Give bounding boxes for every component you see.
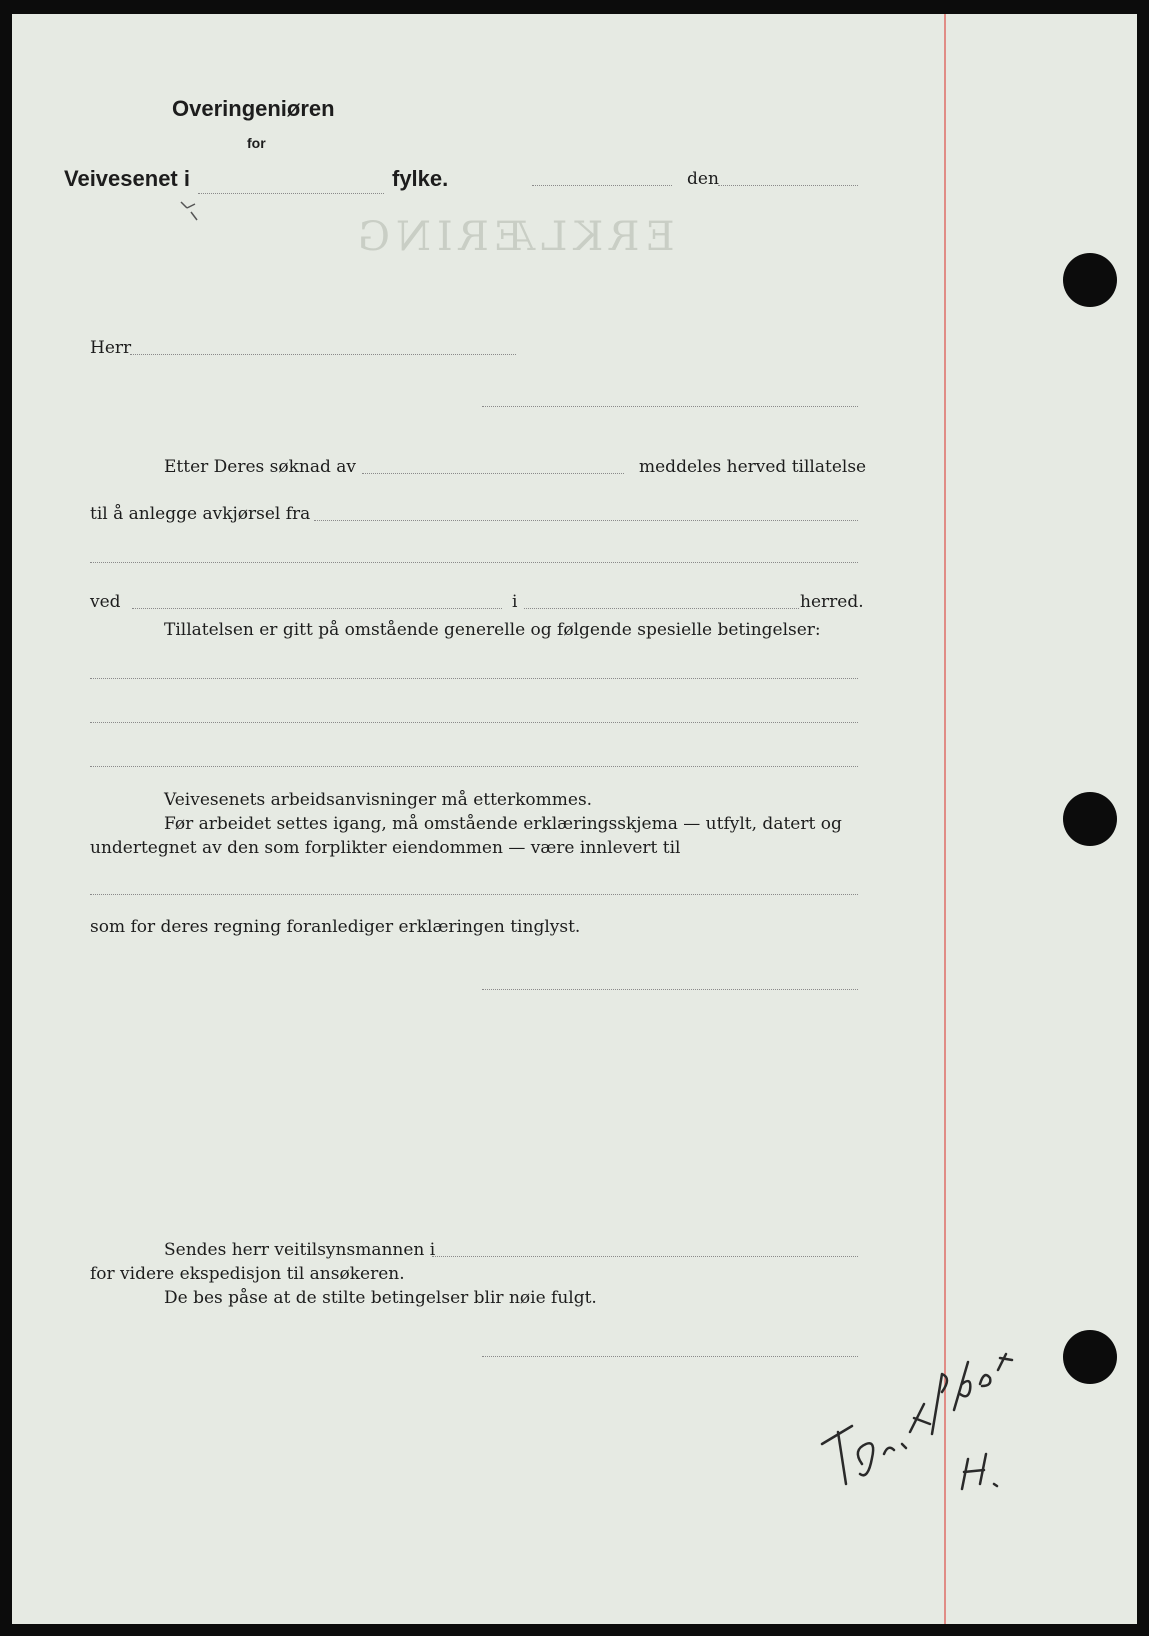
municipality-field[interactable] <box>524 608 799 609</box>
addressee-label: Herr <box>90 338 132 358</box>
driveway-text: til å anlegge avkjørsel fra <box>90 504 311 524</box>
form-page <box>12 14 1137 1624</box>
conditions-field-1[interactable] <box>90 678 858 679</box>
county-field[interactable] <box>198 193 384 194</box>
forward-text: for videre ekspedisjon til ansøkeren. <box>90 1264 405 1284</box>
inspector-district-field[interactable] <box>432 1256 858 1257</box>
i-label: i <box>512 592 518 612</box>
office-title: Overingeniøren <box>172 96 335 121</box>
place-field[interactable] <box>532 185 672 186</box>
agency-prefix: Veivesenet i <box>64 166 190 191</box>
date-field[interactable] <box>718 185 858 186</box>
county-suffix: fylke. <box>392 166 449 191</box>
registration-text: som for deres regning foranlediger erklæringen tinglyst. <box>90 917 581 937</box>
permission-text: meddeles herved tillatelse <box>639 457 867 477</box>
submit-to-field[interactable] <box>90 894 858 895</box>
send-to-text: Sendes herr veitilsynsmannen i <box>164 1240 436 1260</box>
date-label: den <box>687 169 719 189</box>
conditions-field-3[interactable] <box>90 766 858 767</box>
addressee-field-2[interactable] <box>482 406 858 407</box>
application-date-field[interactable] <box>362 473 624 474</box>
bleed-through-heading: ERKLÆRING <box>352 214 675 260</box>
location-field[interactable] <box>132 608 502 609</box>
ved-label: ved <box>90 592 121 612</box>
before-work-text-2: undertegnet av den som forplikter eiendommen — være innlevert til <box>90 838 681 858</box>
binder-hole-1 <box>1063 253 1117 307</box>
stray-mark <box>177 194 207 224</box>
signature-field[interactable] <box>482 989 858 990</box>
herred-label: herred. <box>800 592 864 612</box>
binder-hole-2 <box>1063 792 1117 846</box>
for-word: for <box>247 135 266 151</box>
ensure-text: De bes påse at de stilte betingelser blir nøie fulgt. <box>164 1288 597 1308</box>
conditions-field-2[interactable] <box>90 722 858 723</box>
conditions-text: Tillatelsen er gitt på omstående generelle og følgende spesielle betingelser: <box>164 620 821 640</box>
driveway-field-2[interactable] <box>90 562 858 563</box>
addressee-field[interactable] <box>130 354 516 355</box>
instructions-text: Veivesenets arbeidsanvisninger må etterkommes. <box>164 790 593 810</box>
application-text: Etter Deres søknad av <box>164 457 357 477</box>
before-work-text-1: Før arbeidet settes igang, må omstående erklæringsskjema — utfylt, datert og <box>164 814 842 834</box>
driveway-from-field[interactable] <box>314 520 858 521</box>
binder-hole-3 <box>1063 1330 1117 1384</box>
handwritten-annotation <box>812 1314 1042 1514</box>
final-signature-field[interactable] <box>482 1356 858 1357</box>
